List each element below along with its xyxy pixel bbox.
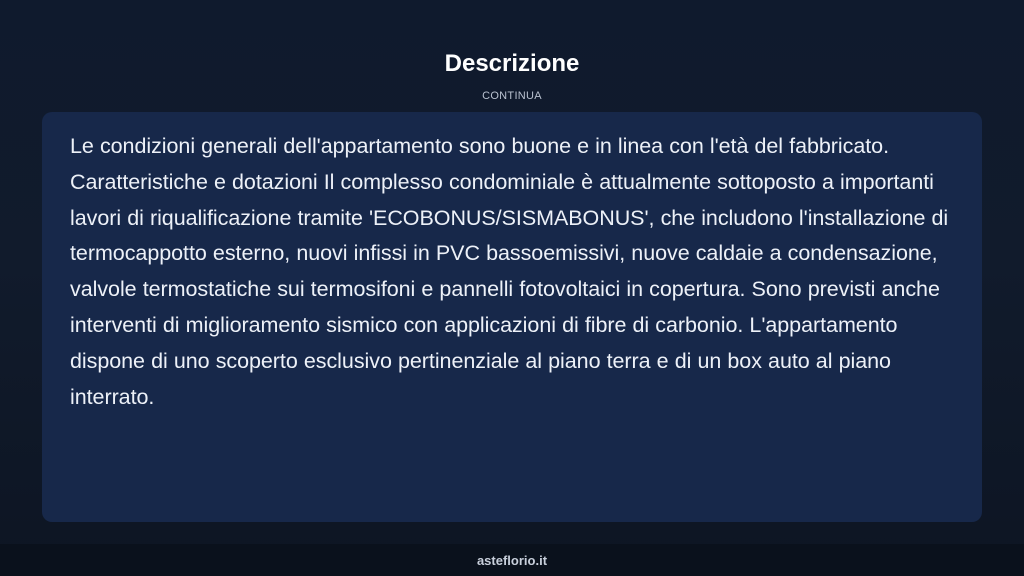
page-subtitle: CONTINUA: [482, 90, 542, 102]
footer-site-name: asteflorio.it: [476, 553, 548, 568]
description-card: [42, 112, 982, 522]
footer-bar: [0, 544, 1024, 576]
description-text: Le condizioni generali dell'appartamento sono buone e in linea con l'età del fabbricato. Caratteristiche e dotazioni Il complesso condominiale è attualmente sottoposto a importanti lavori di riqualificazione tramite 'ECOBONUS/SISMABONUS', che includono l'installazione di termocappotto esterno, nuovi infissi in PVC bassoemissivi, nuove caldaie a condensazione, valvole termostatiche sui termosifoni e pannelli fotovoltaici in copertura. Sono previsti anche interventi di miglioramento sismico con applicazioni di fibre di carbonio. L'appartamento dispone di uno scoperto esclusivo pertinenziale al piano terra e di un box auto al piano interrato.: [70, 134, 949, 409]
page-title: Descrizione: [444, 50, 580, 77]
